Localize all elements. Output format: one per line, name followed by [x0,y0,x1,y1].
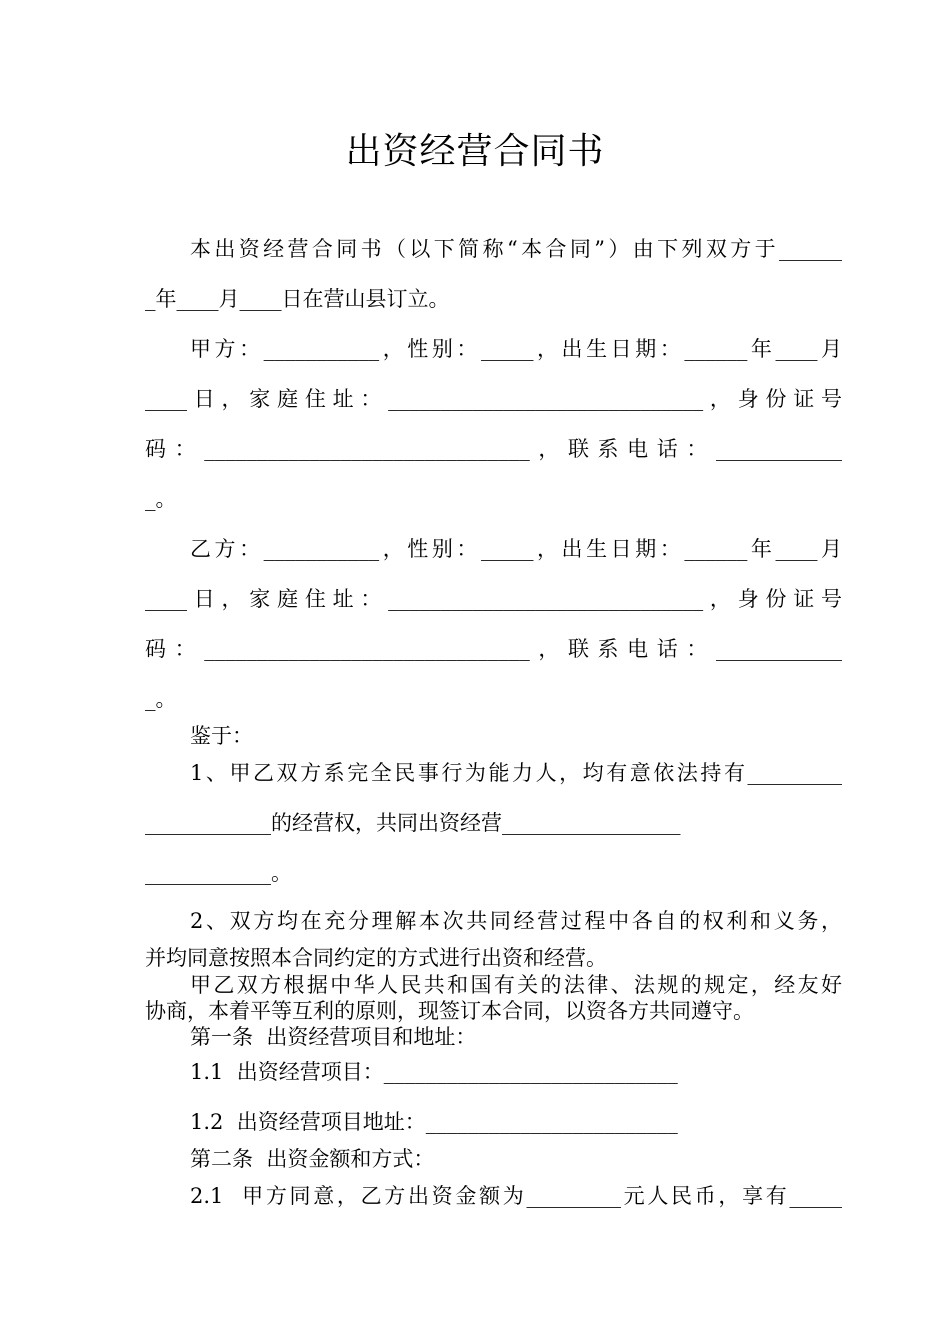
paragraph-line: 1、甲乙双方系完全民事行为能力人，均有意依法持有_________ [190,761,842,785]
paragraph-line: 1.2 出资经营项目地址：________________________ [190,1110,678,1134]
paragraph-line: 码：_______________________________，联系电话：____________ [145,637,842,661]
paragraph-line: 2、双方均在充分理解本次共同经营过程中各自的权利和义务， [190,909,842,933]
paragraph-line: 鉴于： [190,724,253,748]
paragraph-line: _年____月____日在营山县订立。 [145,287,450,311]
paragraph-line: 甲方：___________，性别：_____，出生日期：______年____月 [190,337,842,361]
paragraph-line: 甲乙双方根据中华人民共和国有关的法律、法规的规定，经友好 [190,973,842,997]
paragraph-line: _。 [145,687,177,711]
paragraph-line: 2.1 甲方同意，乙方出资金额为_________元人民币，享有_____ [190,1184,842,1208]
paragraph-line: ____________的经营权，共同出资经营_________________ [145,811,681,835]
paragraph-line: 本出资经营合同书（以下简称“本合同”）由下列双方于______ [190,237,842,261]
paragraph-line: ____日，家庭住址：______________________________，身份证号 [145,387,842,411]
paragraph-line: 并均同意按照本合同约定的方式进行出资和经营。 [145,946,607,970]
paragraph-line: 协商，本着平等互利的原则，现签订本合同，以资各方共同遵守。 [145,999,754,1023]
paragraph-line: ____日，家庭住址：______________________________，身份证号 [145,587,842,611]
paragraph-line: ____________。 [145,861,292,885]
paragraph-line: _。 [145,487,177,511]
page-title: 出资经营合同书 [345,131,605,172]
section-heading: 第一条 出资经营项目和地址： [190,1025,477,1049]
section-heading: 第二条 出资金额和方式： [190,1147,435,1171]
paragraph-line: 乙方：___________，性别：_____，出生日期：______年____月 [190,537,842,561]
paragraph-line: 1.1 出资经营项目：____________________________ [190,1060,678,1084]
paragraph-line: 码：_______________________________，联系电话：____________ [145,437,842,461]
